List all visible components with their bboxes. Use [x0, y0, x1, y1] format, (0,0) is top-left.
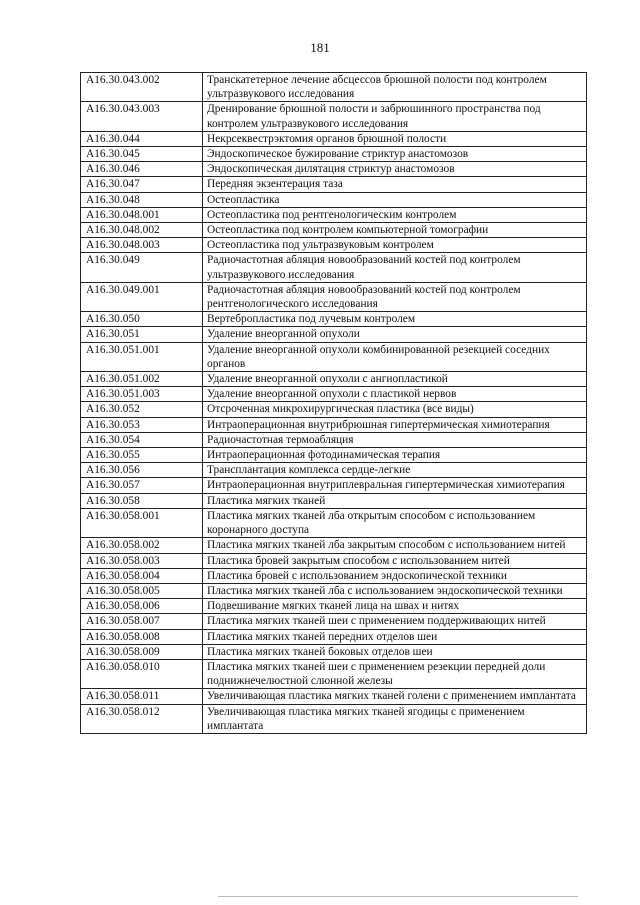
service-description-cell: Увеличивающая пластика мягких тканей ягодицы с применением имплантата — [203, 704, 587, 733]
service-description-cell: Радиочастотная абляция новообразований костей под контролем ультразвукового исследования — [203, 253, 587, 282]
table-row — [81, 704, 587, 733]
service-description-cell: Пластика мягких тканей — [203, 493, 587, 508]
service-description-cell: Интраоперационная фотодинамическая терапия — [203, 448, 587, 463]
service-description-cell: Остеопластика — [203, 192, 587, 207]
service-code-cell: A16.30.051.001 — [81, 342, 203, 371]
service-code-cell: A16.30.043.002 — [81, 73, 203, 102]
service-description-cell: Пластика мягких тканей лба закрытым способом с использованием нитей — [203, 538, 587, 553]
service-description-cell: Интраоперационная внутрибрюшная гипертермическая химиотерапия — [203, 417, 587, 432]
table-row — [81, 659, 587, 688]
service-code-cell: A16.30.058.004 — [81, 568, 203, 583]
service-description-cell: Вертебропластика под лучевым контролем — [203, 312, 587, 327]
service-description-cell: Пластика мягких тканей шеи с применением резекции передней доли поднижнечелюстной слюнной железы — [203, 659, 587, 688]
table-row — [81, 583, 587, 598]
service-code-cell: A16.30.043.003 — [81, 102, 203, 131]
service-code-cell: A16.30.049.001 — [81, 282, 203, 311]
table-row — [81, 478, 587, 493]
service-description-cell: Радиочастотная абляция новообразований костей под контролем рентгенологического исследования — [203, 282, 587, 311]
service-description-cell: Пластика мягких тканей лба с использованием эндоскопической техники — [203, 583, 587, 598]
service-code-cell: A16.30.058.007 — [81, 614, 203, 629]
service-code-cell: A16.30.048.003 — [81, 238, 203, 253]
service-description-cell: Удаление внеорганной опухоли — [203, 327, 587, 342]
table-row — [81, 402, 587, 417]
service-code-cell: A16.30.051 — [81, 327, 203, 342]
table-row — [81, 253, 587, 282]
service-description-cell: Эндоскопическая дилятация стриктур анастомозов — [203, 162, 587, 177]
service-description-cell: Удаление внеорганной опухоли комбинированной резекцией соседних органов — [203, 342, 587, 371]
table-row — [81, 614, 587, 629]
service-description-cell: Дренирование брюшной полости и забрюшинного пространства под контролем ультразвукового исследования — [203, 102, 587, 131]
table-row — [81, 689, 587, 704]
service-description-cell: Остеопластика под ультразвуковым контролем — [203, 238, 587, 253]
service-code-cell: A16.30.055 — [81, 448, 203, 463]
service-code-cell: A16.30.050 — [81, 312, 203, 327]
table-row — [81, 644, 587, 659]
service-code-cell: A16.30.052 — [81, 402, 203, 417]
service-description-cell: Интраоперационная внутриплевральная гипертермическая химиотерапия — [203, 478, 587, 493]
service-description-cell: Трансплантация комплекса сердце-легкие — [203, 463, 587, 478]
service-code-cell: A16.30.049 — [81, 253, 203, 282]
service-code-cell: A16.30.058.008 — [81, 629, 203, 644]
table-row — [81, 312, 587, 327]
table-row — [81, 177, 587, 192]
page-number: 181 — [310, 40, 330, 55]
service-description-cell: Пластика бровей с использованием эндоскопической техники — [203, 568, 587, 583]
service-code-cell: A16.30.058.005 — [81, 583, 203, 598]
service-code-cell: A16.30.045 — [81, 147, 203, 162]
service-description-cell: Транскатетерное лечение абсцессов брюшной полости под контролем ультразвукового исследования — [203, 73, 587, 102]
table-row — [81, 327, 587, 342]
table-row — [81, 508, 587, 537]
services-table — [80, 72, 587, 734]
service-description-cell: Отсроченная микрохирургическая пластика (все виды) — [203, 402, 587, 417]
service-code-cell: A16.30.044 — [81, 131, 203, 146]
table-row — [81, 448, 587, 463]
table-row — [81, 538, 587, 553]
table-row — [81, 432, 587, 447]
table-row — [81, 372, 587, 387]
service-code-cell: A16.30.058.010 — [81, 659, 203, 688]
table-row — [81, 192, 587, 207]
table-body — [81, 73, 587, 734]
table-row — [81, 553, 587, 568]
service-code-cell: A16.30.058.001 — [81, 508, 203, 537]
page-bottom-line — [218, 896, 578, 897]
service-description-cell: Удаление внеорганной опухоли с ангиопластикой — [203, 372, 587, 387]
table-row — [81, 223, 587, 238]
service-code-cell: A16.30.046 — [81, 162, 203, 177]
service-description-cell: Остеопластика под рентгенологическим контролем — [203, 207, 587, 222]
service-code-cell: A16.30.058.006 — [81, 599, 203, 614]
table-row — [81, 387, 587, 402]
service-description-cell: Радиочастотная термоабляция — [203, 432, 587, 447]
table-row — [81, 282, 587, 311]
service-description-cell: Эндоскопическое бужирование стриктур анастомозов — [203, 147, 587, 162]
service-description-cell: Удаление внеорганной опухоли с пластикой нервов — [203, 387, 587, 402]
table-row — [81, 629, 587, 644]
table-row — [81, 162, 587, 177]
table-row — [81, 102, 587, 131]
table-row — [81, 417, 587, 432]
service-code-cell: A16.30.057 — [81, 478, 203, 493]
service-description-cell: Остеопластика под контролем компьютерной томографии — [203, 223, 587, 238]
service-code-cell: A16.30.054 — [81, 432, 203, 447]
table-row — [81, 207, 587, 222]
service-code-cell: A16.30.058.011 — [81, 689, 203, 704]
service-code-cell: A16.30.051.003 — [81, 387, 203, 402]
service-description-cell: Пластика мягких тканей шеи с применением поддерживающих нитей — [203, 614, 587, 629]
table-row — [81, 463, 587, 478]
service-code-cell: A16.30.048.002 — [81, 223, 203, 238]
service-code-cell: A16.30.048 — [81, 192, 203, 207]
table-row — [81, 131, 587, 146]
service-description-cell: Увеличивающая пластика мягких тканей голени с применением имплантата — [203, 689, 587, 704]
service-code-cell: A16.30.056 — [81, 463, 203, 478]
table-row — [81, 599, 587, 614]
service-code-cell: A16.30.058.002 — [81, 538, 203, 553]
service-description-cell: Подвешивание мягких тканей лица на швах и нитях — [203, 599, 587, 614]
service-description-cell: Пластика мягких тканей лба открытым способом с использованием коронарного доступа — [203, 508, 587, 537]
service-code-cell: A16.30.058.009 — [81, 644, 203, 659]
service-code-cell: A16.30.058 — [81, 493, 203, 508]
table-row — [81, 493, 587, 508]
table-row — [81, 147, 587, 162]
service-description-cell: Передняя экзентерация таза — [203, 177, 587, 192]
service-description-cell: Некрсеквестрэктомия органов брюшной полости — [203, 131, 587, 146]
service-code-cell: A16.30.048.001 — [81, 207, 203, 222]
service-description-cell: Пластика мягких тканей боковых отделов шеи — [203, 644, 587, 659]
service-description-cell: Пластика мягких тканей передних отделов шеи — [203, 629, 587, 644]
service-code-cell: A16.30.047 — [81, 177, 203, 192]
table-row — [81, 342, 587, 371]
service-code-cell: A16.30.058.012 — [81, 704, 203, 733]
service-code-cell: A16.30.058.003 — [81, 553, 203, 568]
service-code-cell: A16.30.053 — [81, 417, 203, 432]
table-row — [81, 73, 587, 102]
service-description-cell: Пластика бровей закрытым способом с использованием нитей — [203, 553, 587, 568]
table-row — [81, 238, 587, 253]
service-code-cell: A16.30.051.002 — [81, 372, 203, 387]
table-row — [81, 568, 587, 583]
